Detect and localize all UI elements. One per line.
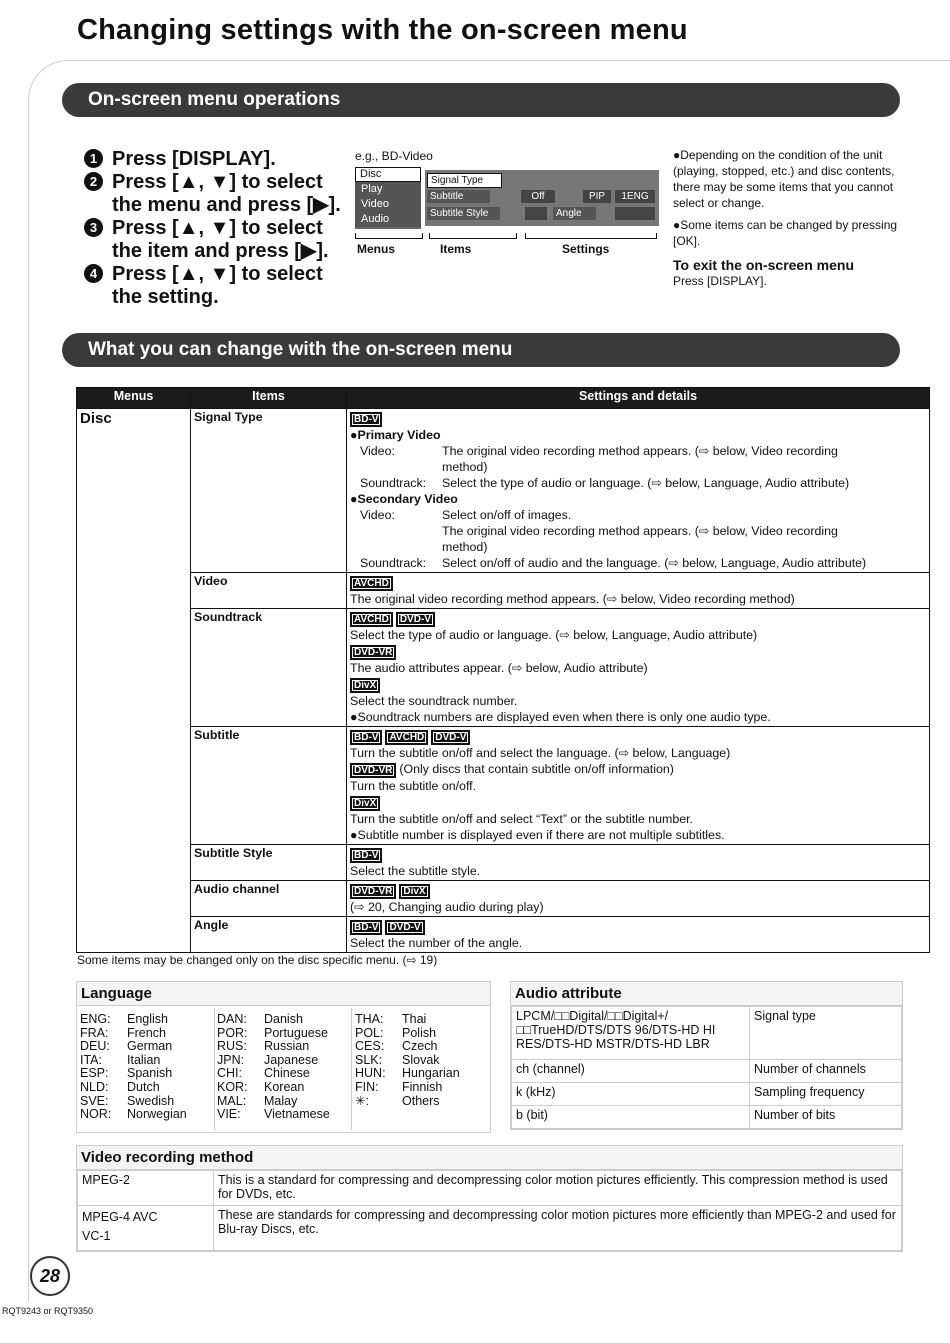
osd-setting-1eng: 1ENG bbox=[615, 190, 655, 203]
language-name: Slovak bbox=[402, 1052, 440, 1067]
disc-badge: DVD-VR bbox=[350, 645, 396, 660]
osd-item-angle: Angle bbox=[553, 207, 596, 220]
disc-badge: DVD-VR bbox=[350, 763, 396, 778]
language-col-1 bbox=[80, 1013, 212, 1122]
language-entry bbox=[355, 1095, 485, 1109]
audio-attribute-table bbox=[511, 1006, 902, 1129]
language-entry bbox=[355, 1081, 485, 1095]
table-row: MPEG-2 This is a standard for compressing and decompressing color motion pictures efficiently. This compression method is used for DVDs, etc. bbox=[78, 1171, 902, 1206]
settings-table bbox=[76, 387, 930, 953]
table-row bbox=[77, 917, 930, 953]
disc-badge: AVCHD bbox=[350, 576, 393, 591]
language-name: Hungarian bbox=[402, 1066, 460, 1081]
language-name: Swedish bbox=[127, 1093, 175, 1108]
header-items: Items bbox=[191, 388, 347, 409]
language-code: POL: bbox=[355, 1025, 384, 1040]
video-recording-method-box bbox=[76, 1145, 903, 1252]
language-code: VIE: bbox=[217, 1107, 241, 1122]
language-entry bbox=[355, 1067, 485, 1081]
disc-badge: DVD-V bbox=[431, 730, 470, 745]
disc-badge: DivX bbox=[399, 884, 429, 899]
osd-menu-disc: Disc bbox=[355, 167, 421, 182]
language-entry bbox=[217, 1054, 352, 1068]
page-title: Changing settings with the on-screen menu bbox=[77, 14, 688, 46]
table-row: LPCM/□□Digital/□□Digital+/ □□TrueHD/DTS/DTS 96/DTS-HD HI RES/DTS-HD MSTR/DTS-HD LBR Signal type bbox=[512, 1007, 902, 1060]
language-name: Danish bbox=[264, 1012, 303, 1026]
language-code: MAL: bbox=[217, 1093, 247, 1108]
disc-badge: DVD-V bbox=[396, 612, 435, 627]
osd-item-subtitle: Subtitle bbox=[427, 190, 490, 203]
item-subtitle: Subtitle bbox=[191, 727, 347, 845]
language-entry bbox=[217, 1095, 352, 1109]
language-col-2 bbox=[217, 1013, 352, 1122]
divider bbox=[214, 1008, 215, 1130]
language-name: Chinese bbox=[264, 1066, 310, 1081]
step-number: 4 bbox=[84, 264, 103, 283]
language-entry bbox=[80, 1081, 212, 1095]
language-name: French bbox=[127, 1025, 166, 1040]
osd-menu-audio: Audio bbox=[355, 212, 421, 227]
language-code: DAN: bbox=[217, 1012, 247, 1026]
disc-badge: DivX bbox=[350, 678, 380, 693]
language-entry bbox=[217, 1108, 352, 1122]
language-code: NLD: bbox=[80, 1079, 109, 1094]
settings-audio-channel: DVD-VR DivX (⇨ 20, Changing audio during play) bbox=[347, 881, 930, 917]
language-entry bbox=[217, 1027, 352, 1041]
language-code: FIN: bbox=[355, 1079, 379, 1094]
language-entry bbox=[217, 1013, 352, 1027]
language-code: HUN: bbox=[355, 1066, 386, 1081]
disc-badge: AVCHD bbox=[385, 730, 428, 745]
language-name: Finnish bbox=[402, 1079, 443, 1094]
audio-attribute-title: Audio attribute bbox=[511, 982, 902, 1006]
settings-signal-type: BD-V ●Primary Video Video: The original video recording method appears. (⇨ below, Video recording method) Soundtrack: Select the type of audio or language. (⇨ below, Language, Audio attribute) ●Secondary Video Video: Select on/off of images. The original video recording method appears. (⇨ below, Video recording method) Soundtrack: Select on/off of audio and the language. (⇨ below, Language, Audio attribute) bbox=[347, 409, 930, 573]
language-entry bbox=[355, 1054, 485, 1068]
language-entry bbox=[80, 1108, 212, 1122]
settings-subtitle: BD-V AVCHD DVD-V Turn the subtitle on/off and select the language. (⇨ below, Language) DVD-VR (Only discs that contain subtitle on/off information) Turn the subtitle on/off. DivX Turn the subtitle on/off and select “Text” or the subtitle number. ●Subtitle number is displayed even if there are not multiple subtitles. bbox=[347, 727, 930, 845]
item-soundtrack: Soundtrack bbox=[191, 609, 347, 727]
language-code: ITA: bbox=[80, 1052, 102, 1067]
item-angle: Angle bbox=[191, 917, 347, 953]
table-row bbox=[77, 573, 930, 609]
osd-item-subtitle-style: Subtitle Style bbox=[427, 207, 500, 220]
item-subtitle-style: Subtitle Style bbox=[191, 845, 347, 881]
language-entry bbox=[217, 1081, 352, 1095]
table-row: ch (channel) Number of channels bbox=[512, 1060, 902, 1083]
disc-badge: DivX bbox=[350, 796, 380, 811]
step-number: 2 bbox=[84, 172, 103, 191]
disc-badge: BD-V bbox=[350, 848, 382, 863]
language-name: Others bbox=[402, 1093, 440, 1108]
language-code: DEU: bbox=[80, 1039, 110, 1054]
language-entry bbox=[355, 1040, 485, 1054]
table-row: MPEG-4 AVC VC-1 These are standards for compressing and decompressing color motion pictures more efficiently than MPEG-2 and used for Blu-ray Discs, etc. bbox=[78, 1206, 902, 1251]
language-name: Spanish bbox=[127, 1066, 173, 1081]
bracket-items bbox=[429, 233, 517, 239]
divider bbox=[351, 1008, 352, 1130]
table-row bbox=[77, 609, 930, 727]
item-audio-channel: Audio channel bbox=[191, 881, 347, 917]
steps-list bbox=[84, 148, 354, 309]
language-name: Norwegian bbox=[127, 1107, 187, 1122]
step-3: 3 Press [▲, ▼] to select the item and press [▶]. bbox=[84, 217, 354, 263]
step-1: 1 Press [DISPLAY]. bbox=[84, 148, 354, 171]
settings-subtitle-style: BD-V Select the subtitle style. bbox=[347, 845, 930, 881]
disc-badge: AVCHD bbox=[350, 612, 393, 627]
bracket-menus bbox=[355, 233, 423, 239]
osd-menu-video: Video bbox=[355, 197, 421, 212]
language-code: NOR: bbox=[80, 1107, 112, 1122]
language-code: ESP: bbox=[80, 1066, 109, 1081]
disc-badge: BD-V bbox=[350, 730, 382, 745]
language-name: Italian bbox=[127, 1052, 161, 1067]
example-label: e.g., BD-Video bbox=[355, 149, 433, 163]
table-row bbox=[77, 881, 930, 917]
osd-menu-play: Play bbox=[355, 182, 421, 197]
language-code: FRA: bbox=[80, 1025, 109, 1040]
language-entry bbox=[355, 1027, 485, 1041]
section-banner-what-you-can-change: What you can change with the on-screen menu bbox=[62, 333, 900, 367]
label-items: Items bbox=[440, 242, 472, 256]
language-name: Malay bbox=[264, 1093, 298, 1108]
language-entry bbox=[80, 1027, 212, 1041]
table-row bbox=[77, 727, 930, 845]
settings-soundtrack: AVCHD DVD-V Select the type of audio or language. (⇨ below, Language, Audio attribute) DVD-VR The audio attributes appear. (⇨ below, Audio attribute) DivX Select the soundtrack number. ●Soundtrack numbers are displayed even when there is only one audio type. bbox=[347, 609, 930, 727]
language-name: English bbox=[127, 1012, 168, 1026]
language-entry bbox=[80, 1040, 212, 1054]
language-code: RUS: bbox=[217, 1039, 247, 1054]
language-name: Dutch bbox=[127, 1079, 160, 1094]
table-row: k (kHz) Sampling frequency bbox=[512, 1083, 902, 1106]
language-name: Polish bbox=[402, 1025, 437, 1040]
footer-code: RQT9243 or RQT9350 bbox=[2, 1306, 94, 1316]
header-settings: Settings and details bbox=[347, 388, 930, 409]
exit-title: To exit the on-screen menu bbox=[673, 257, 854, 273]
language-name: Portuguese bbox=[264, 1025, 328, 1040]
language-code: KOR: bbox=[217, 1079, 248, 1094]
disc-badge: DVD-V bbox=[385, 920, 424, 935]
language-name: Vietnamese bbox=[264, 1107, 330, 1122]
language-entry bbox=[80, 1054, 212, 1068]
label-menus: Menus bbox=[357, 242, 396, 256]
language-code: ENG: bbox=[80, 1012, 111, 1026]
osd-menu-column bbox=[355, 167, 421, 229]
step-number: 1 bbox=[84, 149, 103, 168]
language-name: Russian bbox=[264, 1039, 310, 1054]
osd-item-signal-type: Signal Type bbox=[427, 173, 502, 188]
osd-setting-pip: PIP bbox=[583, 190, 611, 203]
language-code: SVE: bbox=[80, 1093, 109, 1108]
step-4: 4 Press [▲, ▼] to select the setting. bbox=[84, 263, 354, 309]
osd-setting-off: Off bbox=[521, 190, 555, 203]
step-number: 3 bbox=[84, 218, 103, 237]
language-entry bbox=[217, 1067, 352, 1081]
exit-text: Press [DISPLAY]. bbox=[673, 274, 767, 288]
section-banner-operations: On-screen menu operations bbox=[62, 83, 900, 117]
table-row: b (bit) Number of bits bbox=[512, 1106, 902, 1129]
language-entry bbox=[80, 1013, 212, 1027]
language-code: CHI: bbox=[217, 1066, 242, 1081]
header-menus: Menus bbox=[77, 388, 191, 409]
language-box bbox=[76, 981, 491, 1133]
language-name: Czech bbox=[402, 1039, 438, 1054]
label-settings: Settings bbox=[562, 242, 610, 256]
language-entry bbox=[355, 1013, 485, 1027]
settings-angle: BD-V DVD-V Select the number of the angle. bbox=[347, 917, 930, 953]
note-1: ●Depending on the condition of the unit (playing, stopped, etc.) and disc contents, there may be some items that you cannot select or change. bbox=[673, 148, 895, 210]
settings-video: AVCHD The original video recording method appears. (⇨ below, Video recording method) bbox=[347, 573, 930, 609]
step-2: 2 Press [▲, ▼] to select the menu and press [▶]. bbox=[84, 171, 354, 217]
language-name: German bbox=[127, 1039, 173, 1054]
language-code: JPN: bbox=[217, 1052, 245, 1067]
language-col-3 bbox=[355, 1013, 485, 1108]
table-row bbox=[77, 409, 930, 573]
osd-setting-box bbox=[525, 207, 547, 220]
item-signal-type: Signal Type bbox=[191, 409, 347, 573]
osd-items-panel bbox=[425, 170, 659, 226]
table-row bbox=[77, 845, 930, 881]
bracket-settings bbox=[525, 233, 657, 239]
language-title: Language bbox=[77, 982, 490, 1006]
language-name: Thai bbox=[402, 1012, 427, 1026]
language-code: POR: bbox=[217, 1025, 248, 1040]
osd-example bbox=[355, 167, 660, 229]
item-video: Video bbox=[191, 573, 347, 609]
page-number: 28 bbox=[30, 1256, 70, 1296]
language-code: SLK: bbox=[355, 1052, 383, 1067]
language-code: ✳: bbox=[355, 1093, 369, 1108]
language-code: THA: bbox=[355, 1012, 384, 1026]
disc-badge: DVD-VR bbox=[350, 884, 396, 899]
language-code: CES: bbox=[355, 1039, 385, 1054]
language-entry bbox=[217, 1040, 352, 1054]
footnote: Some items may be changed only on the disc specific menu. (⇨ 19) bbox=[77, 953, 438, 967]
menu-disc: Disc bbox=[77, 409, 191, 953]
disc-badge: BD-V bbox=[350, 412, 382, 427]
video-method-table bbox=[77, 1170, 902, 1251]
language-name: Korean bbox=[264, 1079, 305, 1094]
disc-badge: BD-V bbox=[350, 920, 382, 935]
language-name: Japanese bbox=[264, 1052, 319, 1067]
language-entry bbox=[80, 1067, 212, 1081]
language-entry bbox=[80, 1095, 212, 1109]
audio-attribute-box bbox=[510, 981, 903, 1130]
video-method-title: Video recording method bbox=[77, 1146, 902, 1170]
notes bbox=[673, 147, 898, 289]
note-2: ●Some items can be changed by pressing [OK]. bbox=[673, 218, 898, 248]
osd-setting-box bbox=[615, 207, 655, 220]
